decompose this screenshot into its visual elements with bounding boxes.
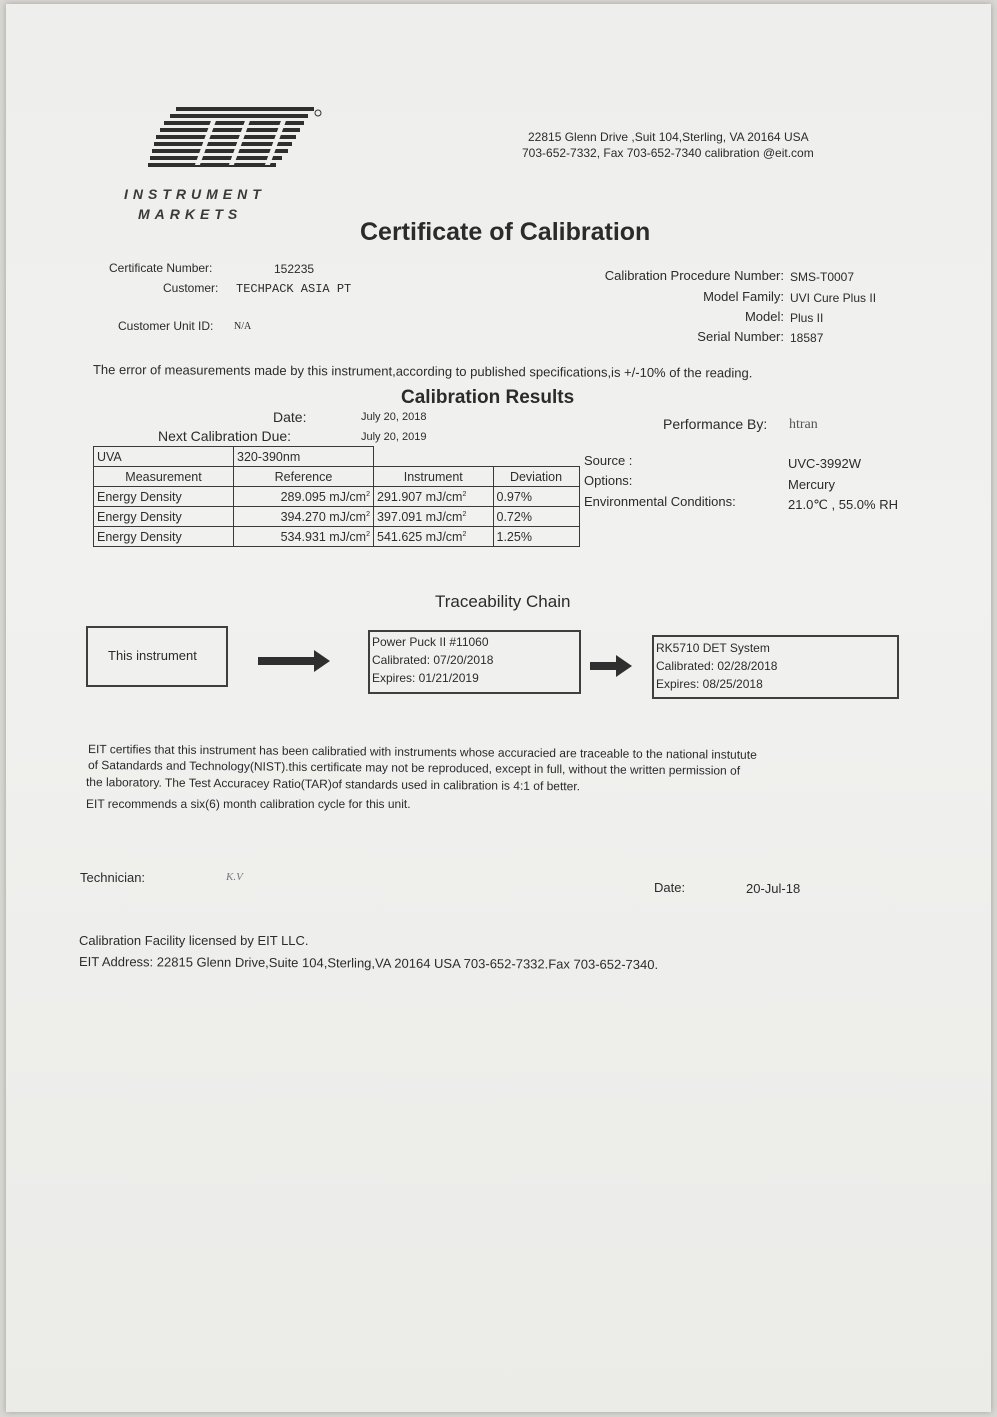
serial-number: 18587 [790, 331, 824, 345]
header-deviation: Deviation [493, 467, 579, 487]
env-value: 21.0℃ , 55.0% RH [788, 497, 898, 512]
header-reference: Reference [234, 467, 374, 487]
table-band-row [94, 447, 580, 467]
logo-line1: INSTRUMENT [124, 186, 266, 202]
env-label: Environmental Conditions: [584, 494, 736, 509]
results-title: Calibration Results [401, 387, 575, 408]
technician-signature: K.V [226, 871, 243, 883]
table-row [94, 487, 580, 507]
next-due-label: Next Calibration Due: [158, 428, 292, 444]
reference-cell: 534.931 $mJ/cm^2$ [234, 527, 374, 547]
trace-box2-name: Power Puck II #11060 [372, 635, 489, 649]
measurement-cell: Energy Density [94, 507, 234, 527]
table-row [94, 527, 580, 547]
customer-name: TECHPACK ASIA PT [236, 282, 352, 296]
trace-box-power-puck [368, 630, 581, 694]
model-family-label: Model Family: [703, 289, 784, 304]
unit-id-label: Customer Unit ID: [118, 319, 214, 333]
trace-box3-expires: Expires: 08/25/2018 [656, 677, 763, 691]
trace-box1-label: This instrument [108, 648, 197, 663]
serial-label: Serial Number: [697, 329, 784, 344]
certificate-page [6, 4, 991, 1412]
model-label: Model: [744, 309, 784, 324]
deviation-cell: 0.72% [493, 507, 579, 527]
unit-id: N/A [234, 321, 252, 332]
deviation-cell: 0.97% [493, 487, 579, 507]
cert-text-line4: EIT recommends a six(6) month calibration cycle for this unit. [86, 797, 411, 811]
next-due-date: July 20, 2019 [361, 431, 427, 443]
model-value: Plus II [790, 311, 824, 325]
page-title: Certificate of Calibration [360, 218, 651, 246]
date-label: Date: [273, 409, 307, 425]
signoff-date-label: Date: [654, 880, 686, 895]
customer-label: Customer: [163, 281, 219, 295]
cert-number-label: Certificate Number: [109, 261, 213, 275]
header-measurement: Measurement [94, 467, 234, 487]
source-label: Source : [584, 453, 633, 468]
reference-cell: 289.095 $mJ/cm^2$ [234, 487, 374, 507]
signoff-date: 20-Jul-18 [746, 881, 801, 896]
logo-line2: MARKETS [138, 206, 243, 222]
arrow-right-icon [258, 657, 316, 665]
model-family: UVI Cure Plus II [790, 291, 877, 305]
performance-value: htran [789, 417, 818, 432]
trace-box-rk5710 [652, 635, 899, 699]
options-label: Options: [584, 473, 633, 488]
eit-logo [146, 107, 322, 173]
reference-cell: 394.270 $mJ/cm^2$ [234, 507, 374, 527]
trace-box3-name: RK5710 DET System [656, 641, 770, 655]
results-table [93, 446, 580, 547]
deviation-cell: 1.25% [493, 527, 579, 547]
table-header-row [94, 467, 580, 487]
measurement-cell: Energy Density [94, 527, 234, 547]
measurement-cell: Energy Density [94, 487, 234, 507]
company-contact: 703-652-7332, Fax 703-652-7340 calibration @eit.com [522, 146, 814, 160]
cert-number: 152235 [274, 262, 315, 276]
procedure-label: Calibration Procedure Number: [604, 268, 784, 283]
trace-box2-calibrated: Calibrated: 07/20/2018 [372, 653, 494, 667]
source-value: UVC-3992W [788, 456, 861, 471]
error-statement: The error of measurements made by this instrument,according to published specifications,is +/-10% of the reading. [92, 362, 753, 381]
technician-label: Technician: [80, 870, 146, 885]
instrument-cell: 291.907 $mJ/cm^2$ [374, 487, 494, 507]
performance-label: Performance By: [663, 416, 768, 432]
options-value: Mercury [788, 477, 835, 492]
trace-box3-calibrated: Calibrated: 02/28/2018 [656, 659, 778, 673]
trace-box2-expires: Expires: 01/21/2019 [372, 671, 479, 685]
band-cell: UVA [94, 447, 234, 467]
instrument-cell: 541.625 $mJ/cm^2$ [374, 527, 494, 547]
calibration-date: July 20, 2018 [361, 411, 427, 423]
footer-license: Calibration Facility licensed by EIT LLC. [79, 933, 309, 948]
footer-address: EIT Address: 22815 Glenn Drive,Suite 104,Sterling,VA 20164 USA 703-652-7332.Fax 703-652-7340. [78, 954, 659, 973]
cert-text-line3: the laboratory. The Test Accuracey Ratio(TAR)of standards used in calibration is 4:1 of better. [85, 775, 581, 794]
trace-box-instrument [86, 626, 228, 687]
procedure-number: SMS-T0007 [790, 270, 855, 284]
range-cell: 320-390nm [234, 447, 374, 467]
table-row [94, 507, 580, 527]
arrow-right-icon [590, 662, 618, 670]
company-address: 22815 Glenn Drive ,Suit 104,Sterling, VA 20164 USA [528, 130, 809, 144]
header-instrument: Instrument [374, 467, 494, 487]
cert-text-line2: of Satandards and Technology(NIST).this certificate may not be reproduced, except in full, without the written permission of [87, 758, 741, 778]
cert-text-line1: EIT certifies that this instrument has been calibratied with instruments whose accuracied are traceable to the national instutute [87, 742, 757, 762]
traceability-title: Traceability Chain [435, 592, 571, 611]
instrument-cell: 397.091 $mJ/cm^2$ [374, 507, 494, 527]
